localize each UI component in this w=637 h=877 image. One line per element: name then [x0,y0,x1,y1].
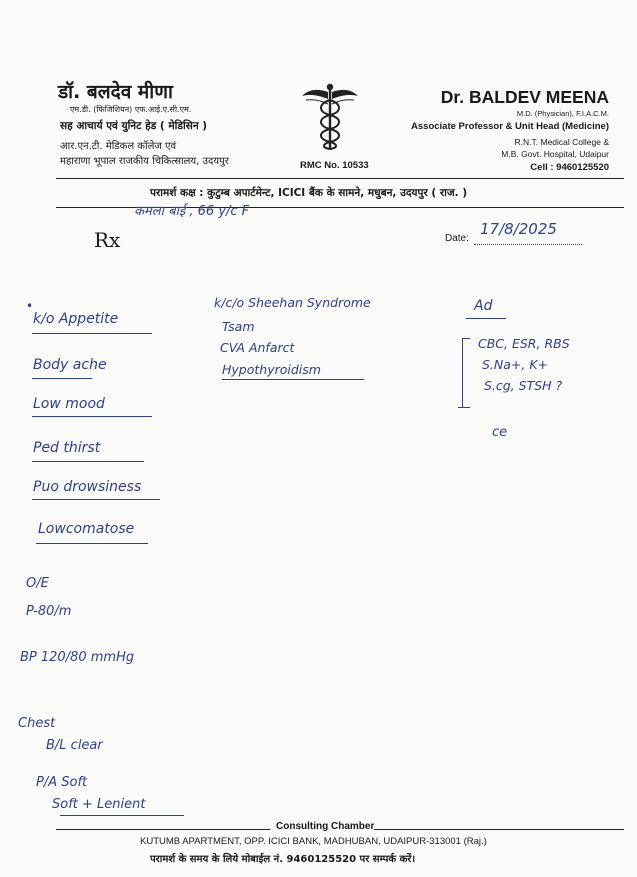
complaint-underline [32,333,152,334]
history-item: k/c/o Sheehan Syndrome [214,295,371,310]
advice-item: CBC, ESR, RBS [478,336,570,351]
history-underline [222,379,364,380]
exam-item: Soft + Lenient [52,797,146,812]
advice-bracket [462,338,463,408]
complaint-item: Puo drowsiness [33,479,142,495]
complaint-item: Body ache [33,357,107,373]
advice-bracket-top [462,338,470,339]
exam-item: P-80/m [26,604,72,619]
exam-item: P/A Soft [36,775,88,790]
footer-contact-hindi: परामर्श के समय के लिये मोबाईल नं. 9460125520 पर सम्पर्क करें। [150,854,416,865]
footer-rule-right [374,829,624,830]
doctor-name-hindi: डॉ. बलदेव मीणा [58,81,173,103]
complaint-underline [32,378,92,379]
footer-heading: Consulting Chamber [276,821,375,832]
rx-symbol: Rx [94,228,121,252]
college: R.N.T. Medical College & [514,137,609,147]
cell-number: Cell : 9460125520 [530,162,609,173]
header-rule-top [56,178,624,179]
complaint-bullet: • [26,299,34,313]
advice-item: S.Na+, K+ [482,357,549,372]
history-item: Tsam [222,319,255,334]
degrees: M.D. (Physician), F.I.A.C.M. [516,109,609,118]
date-label: Date: [445,233,469,244]
advice-heading: Ad [474,298,493,314]
complaint-underline [32,461,144,462]
advice-bracket-bottom [458,407,470,408]
footer-address: KUTUMB APARTMENT, OPP. ICICI BANK, MADHUBAN, UDAIPUR-313001 (Raj.) [140,836,487,847]
clinic-address-hindi: परामर्श कक्ष : कुटुम्ब अपार्टमेन्ट, ICICI बैंक के सामने, मधुबन, उदयपुर ( राज. ) [150,187,468,199]
exam-underline [60,815,184,816]
designation-hindi: सह आचार्य एवं युनिट हेड ( मेडिसिन ) [60,120,208,132]
footer-rule-left [56,829,270,830]
complaint-underline [32,416,152,417]
exam-item: O/E [26,576,49,591]
date-value: 17/8/2025 [480,220,557,238]
complaint-underline [32,499,160,500]
complaint-item: Lowcomatose [38,521,135,537]
complaint-item: Low mood [33,396,105,412]
complaint-item: k/o Appetite [33,311,119,327]
date-underline [474,244,582,245]
patient-name-age: कमला बाई , 66 y/c F [134,204,250,219]
caduceus-icon [300,82,360,152]
advice-heading-underline [466,318,506,319]
rmc-number: RMC No. 10533 [300,160,369,171]
designation: Associate Professor & Unit Head (Medicine) [411,121,609,132]
complaint-underline [36,543,148,544]
college-hindi: आर.एन.टी. मेडिकल कॉलेज एवं [60,141,177,152]
history-item: CVA Anfarct [220,340,295,355]
exam-item: B/L clear [46,738,103,753]
complaint-item: Ped thirst [33,440,101,456]
history-item: Hypothyroidism [222,362,321,377]
doctor-name: Dr. BALDEV MEENA [440,87,609,107]
hospital-hindi: महाराणा भूपाल राजकीय चिकित्सालय, उदयपुर [60,156,229,167]
exam-item: Chest [18,716,56,731]
degrees-hindi: एम.डी. (फिजिशियन) एफ.आई.ए.सी.एम. [70,105,192,114]
advice-item: S.cg, STSH ? [484,378,563,393]
advice-extra: ce [492,425,508,440]
hospital: M.B. Govt. Hospital, Udaipur [501,149,609,159]
exam-item: BP 120/80 mmHg [20,650,135,665]
